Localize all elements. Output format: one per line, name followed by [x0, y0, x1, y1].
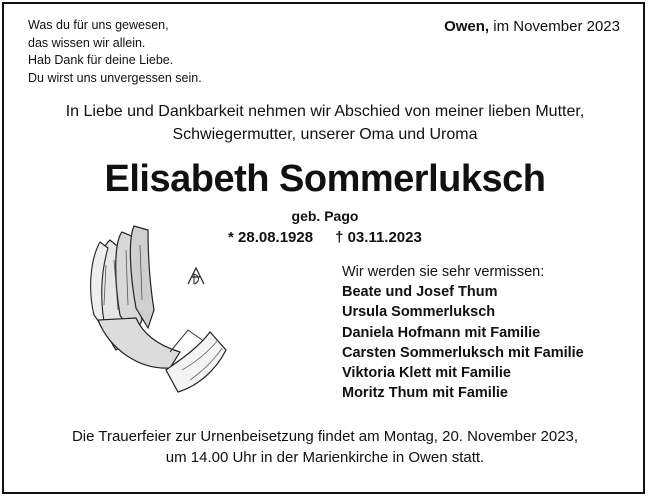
mourner-name: Beate und Josef Thum [342, 284, 498, 301]
birth-date: * 28.08.1928 [228, 229, 314, 246]
death-date: † 03.11.2023 [335, 229, 422, 246]
funeral-notice [0, 426, 650, 468]
poem-line: Hab Dank für deine Liebe. [28, 53, 174, 67]
life-dates [228, 229, 422, 246]
mourner-name: Daniela Hofmann mit Familie [342, 324, 541, 341]
mourner-name: Ursula Sommerluksch [342, 304, 496, 321]
mourner-name: Viktoria Klett mit Familie [342, 365, 511, 382]
deceased-name: Elisabeth Sommerluksch [104, 158, 546, 200]
mourner-name: Moritz Thum mit Familie [342, 385, 508, 402]
funeral-line: Die Trauerfeier zur Urnenbeisetzung findet am Montag, 20. November 2023, [71, 428, 579, 445]
mourners-lead: Wir werden sie sehr vermissen: [342, 264, 545, 280]
place-city: Owen, [444, 18, 490, 35]
intro-line: In Liebe und Dankbarkeit nehmen wir Abschied von meiner lieben Mutter, [65, 103, 585, 120]
intro-text [0, 100, 650, 146]
poem [28, 17, 202, 87]
praying-hands-icon [70, 220, 230, 395]
place-and-date [444, 18, 620, 35]
mourner-name: Carsten Sommerluksch mit Familie [342, 344, 584, 361]
poem-line: Du wirst uns unvergessen sein. [28, 70, 202, 85]
poem-line: Was du für uns gewesen, [28, 18, 169, 32]
intro-line: Schwiegermutter, unserer Oma und Uroma [172, 126, 478, 143]
maiden-name: geb. Pago [291, 208, 359, 224]
mourners-list [342, 262, 584, 403]
funeral-line: um 14.00 Uhr in der Marienkirche in Owen statt. [165, 449, 485, 466]
place-date: im November 2023 [493, 18, 620, 35]
poem-line: das wissen wir allein. [28, 35, 146, 50]
